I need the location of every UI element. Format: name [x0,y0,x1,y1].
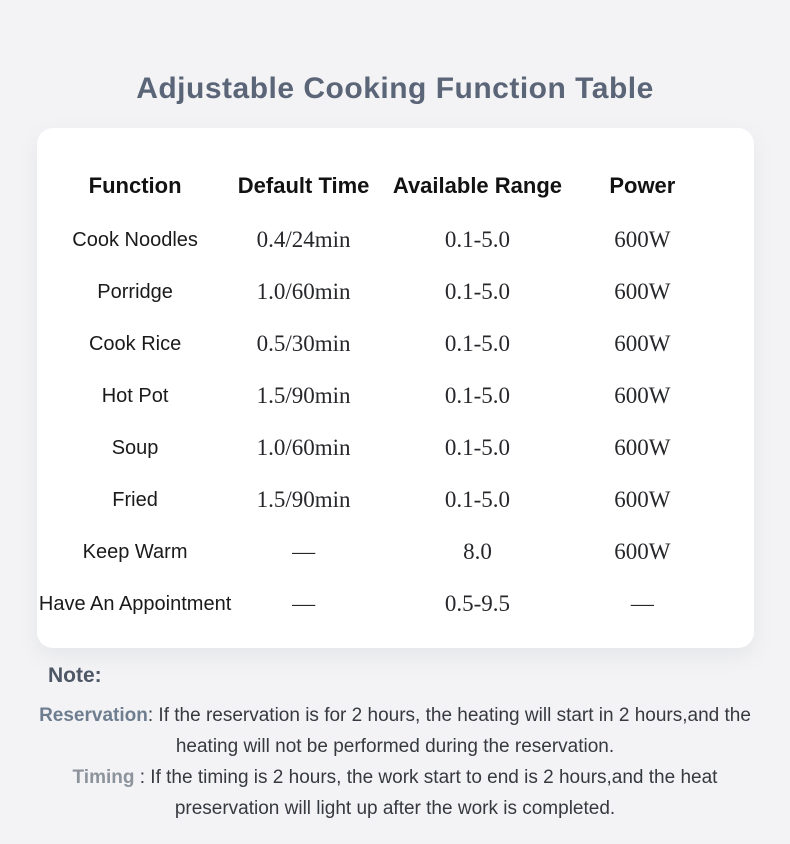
note-reservation-label: Reservation [39,705,148,726]
cell-function: Cook Rice [88,332,182,355]
note-reservation-line1 [10,700,780,731]
note-timing-line1 [10,762,780,793]
cooking-function-table-card [37,128,754,648]
cell-function: Soup [111,436,159,459]
cell-power: 600W [614,331,671,356]
note-heading: Note: [48,664,102,687]
cell-available-range: 0.1-5.0 [444,383,511,408]
table-row [37,266,754,318]
cell-power: 600W [614,279,671,304]
cell-power: 600W [614,539,671,564]
header-cell-available-range: Available Range [392,173,563,198]
note-timing-text: : If the timing is 2 hours, the work start to end is 2 hours,and the heat [134,767,718,788]
cell-power: 600W [614,435,671,460]
cell-available-range: 0.1-5.0 [444,487,511,512]
table-row [37,578,754,630]
table-header-row [37,158,754,214]
cell-default-time: — [292,539,316,564]
cell-default-time: 1.0/60min [256,279,351,304]
header-cell-default-time: Default Time [237,173,370,198]
cell-power: 600W [614,487,671,512]
cell-default-time: — [292,591,316,616]
cell-power: 600W [614,227,671,252]
table-row [37,318,754,370]
cell-available-range: 0.1-5.0 [444,435,511,460]
cell-available-range: 0.1-5.0 [444,331,511,356]
table-row [37,526,754,578]
cell-default-time: 0.5/30min [256,331,351,356]
cell-available-range: 0.1-5.0 [444,279,511,304]
cell-default-time: 1.0/60min [256,435,351,460]
cell-available-range: 0.1-5.0 [444,227,511,252]
cell-available-range: 0.5-9.5 [444,591,511,616]
cell-function: Hot Pot [101,384,169,407]
table-row [37,370,754,422]
notes-section [0,664,790,824]
header-cell-power: Power [609,173,676,198]
table-row [37,214,754,266]
cell-default-time: 1.5/90min [256,383,351,408]
page-title: Adjustable Cooking Function Table [136,72,654,105]
note-timing-label: Timing [72,767,135,788]
table-row [37,474,754,526]
cell-function: Have An Appointment [38,592,232,615]
note-timing-line2: preservation will light up after the work is completed. [174,798,616,819]
table-row [37,422,754,474]
cell-function: Fried [112,488,158,511]
cell-power: — [630,591,654,616]
header-cell-function: Function [88,173,182,198]
cell-default-time: 0.4/24min [256,227,351,252]
note-reservation-line2: heating will not be performed during the reservation. [175,736,615,757]
cell-function: Porridge [97,280,173,303]
note-reservation-text: : If the reservation is for 2 hours, the heating will start in 2 hours,and the [147,705,751,726]
cell-power: 600W [614,383,671,408]
cell-function: Cook Noodles [72,228,198,251]
cell-function: Keep Warm [82,540,188,563]
cell-default-time: 1.5/90min [256,487,351,512]
cell-available-range: 8.0 [463,539,492,564]
